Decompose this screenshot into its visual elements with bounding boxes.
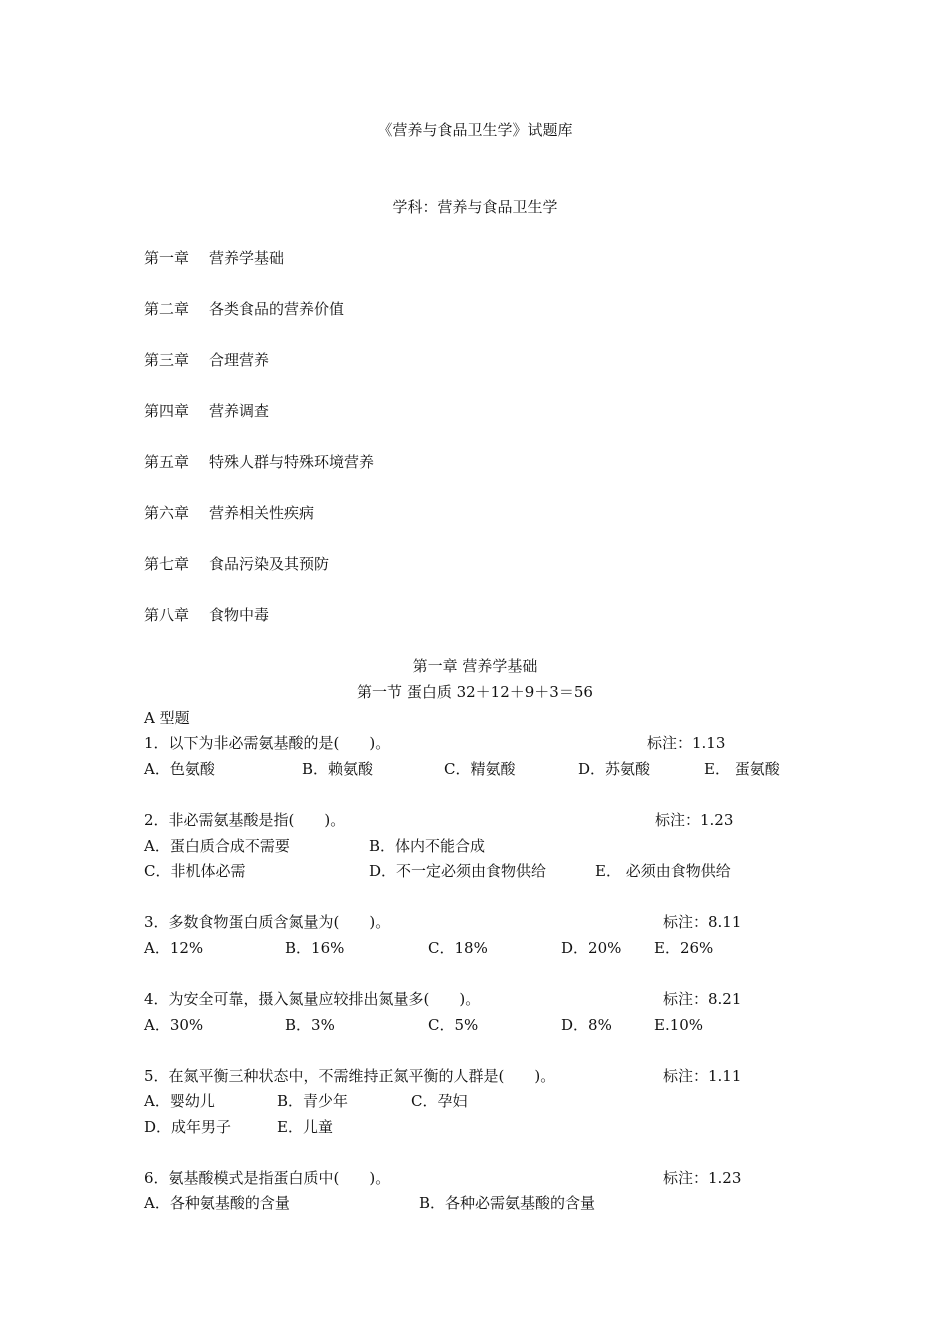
option: D．8% xyxy=(561,1016,612,1034)
question-stem: 4．为安全可靠，摄入氮量应较排出氮量多( )。 xyxy=(144,990,481,1008)
option: A．婴幼儿 xyxy=(144,1092,215,1110)
option: E．儿童 xyxy=(277,1118,333,1136)
option: B．各种必需氨基酸的含量 xyxy=(419,1194,596,1212)
toc-item: 第六章 营养相关性疾病 xyxy=(144,504,315,522)
chapter-heading: 第一章 营养学基础 xyxy=(412,657,538,675)
option: C．精氨酸 xyxy=(444,760,516,778)
section-heading: 第一节 蛋白质 32＋12＋9＋3＝56 xyxy=(357,683,593,701)
option: E.10% xyxy=(654,1016,704,1034)
question-note: 标注：1.23 xyxy=(663,1169,742,1187)
toc-item: 第七章 食品污染及其预防 xyxy=(144,555,330,573)
option: D．成年男子 xyxy=(144,1118,232,1136)
option: A．色氨酸 xyxy=(144,760,215,778)
question-note: 标注：1.23 xyxy=(655,811,734,829)
question-stem: 2．非必需氨基酸是指( )。 xyxy=(144,811,346,829)
option: E． 必须由食物供给 xyxy=(595,862,731,880)
subject-line: 学科：营养与食品卫生学 xyxy=(392,198,558,216)
option: C．5% xyxy=(428,1016,479,1034)
option: B．体内不能合成 xyxy=(369,837,486,855)
toc-item: 第一章 营养学基础 xyxy=(144,249,285,267)
question-stem: 6．氨基酸模式是指蛋白质中( )。 xyxy=(144,1169,391,1187)
option: D．20% xyxy=(561,939,622,957)
option: B．16% xyxy=(285,939,345,957)
question-note: 标注：1.11 xyxy=(663,1067,742,1085)
document-title: 《营养与食品卫生学》试题库 xyxy=(377,121,573,139)
toc-item: 第四章 营养调查 xyxy=(144,402,270,420)
question-note: 标注：8.21 xyxy=(663,990,742,1008)
option: C．孕妇 xyxy=(411,1092,468,1110)
option: D．苏氨酸 xyxy=(578,760,651,778)
option: C．非机体必需 xyxy=(144,862,246,880)
option: B．赖氨酸 xyxy=(302,760,374,778)
question-note: 标注：1.13 xyxy=(647,734,726,752)
toc-item: 第八章 食物中毒 xyxy=(144,606,270,624)
question-stem: 5．在氮平衡三种状态中，不需维持正氮平衡的人群是( )。 xyxy=(144,1067,556,1085)
toc-item: 第三章 合理营养 xyxy=(144,351,270,369)
option: C．18% xyxy=(428,939,488,957)
question-stem: 1．以下为非必需氨基酸的是( )。 xyxy=(144,734,391,752)
toc-item: 第五章 特殊人群与特殊环境营养 xyxy=(144,453,375,471)
option: E．26% xyxy=(654,939,714,957)
option: B．青少年 xyxy=(277,1092,349,1110)
option: A．30% xyxy=(144,1016,204,1034)
option: E． 蛋氨酸 xyxy=(704,760,780,778)
question-stem: 3．多数食物蛋白质含氮量为( )。 xyxy=(144,913,391,931)
option: A．12% xyxy=(144,939,204,957)
toc-item: 第二章 各类食品的营养价值 xyxy=(144,300,345,318)
option: D．不一定必须由食物供给 xyxy=(369,862,547,880)
question-note: 标注：8.11 xyxy=(663,913,742,931)
option: A．蛋白质合成不需要 xyxy=(144,837,290,855)
option: A．各种氨基酸的含量 xyxy=(144,1194,290,1212)
question-type-label: A 型题 xyxy=(144,709,190,727)
option: B．3% xyxy=(285,1016,335,1034)
